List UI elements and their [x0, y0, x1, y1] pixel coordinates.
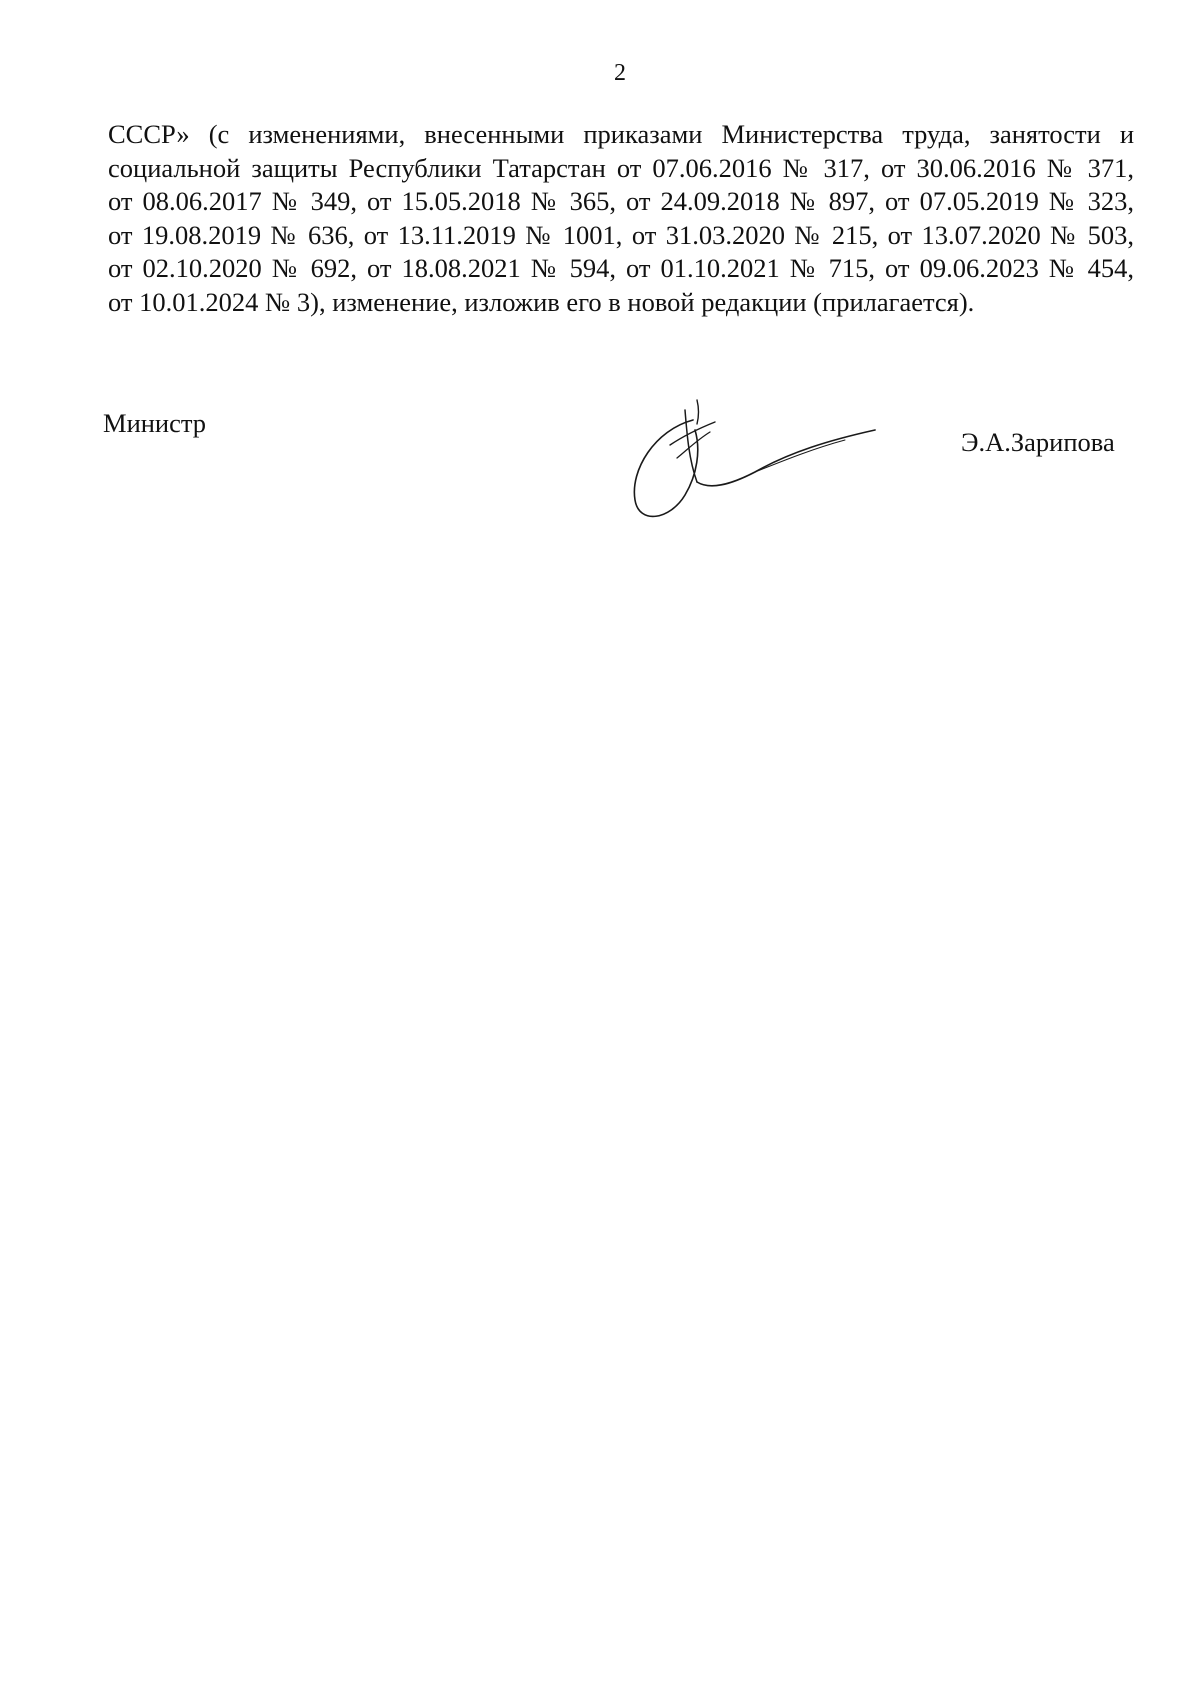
body-line: от 02.10.2020 № 692, от 18.08.2021 № 594, от 01.10.2021 № 715, от 09.06.2023 № 454,	[108, 253, 1134, 283]
handwritten-signature-icon	[615, 390, 915, 530]
page-number: 2	[614, 60, 626, 86]
body-line: СССР» (с изменениями, внесенными приказами Министерства труда, занятости и	[108, 119, 1134, 149]
body-line: от 19.08.2019 № 636, от 13.11.2019 № 1001, от 31.03.2020 № 215, от 13.07.2020 № 503,	[108, 219, 1134, 250]
signature-block	[0, 0, 1200, 560]
body-line: от 08.06.2017 № 349, от 15.05.2018 № 365, от 24.09.2018 № 897, от 07.05.2019 № 323,	[108, 186, 1134, 216]
body-line: от 10.01.2024 № 3), изменение, изложив его в новой редакции (прилагается).	[108, 286, 975, 317]
signer-name: Э.А.Зарипова	[961, 427, 1115, 457]
body-line: социальной защиты Республики Татарстан от 07.06.2016 № 317, от 30.06.2016 № 371,	[108, 152, 1134, 183]
signer-position: Министр	[103, 408, 207, 438]
